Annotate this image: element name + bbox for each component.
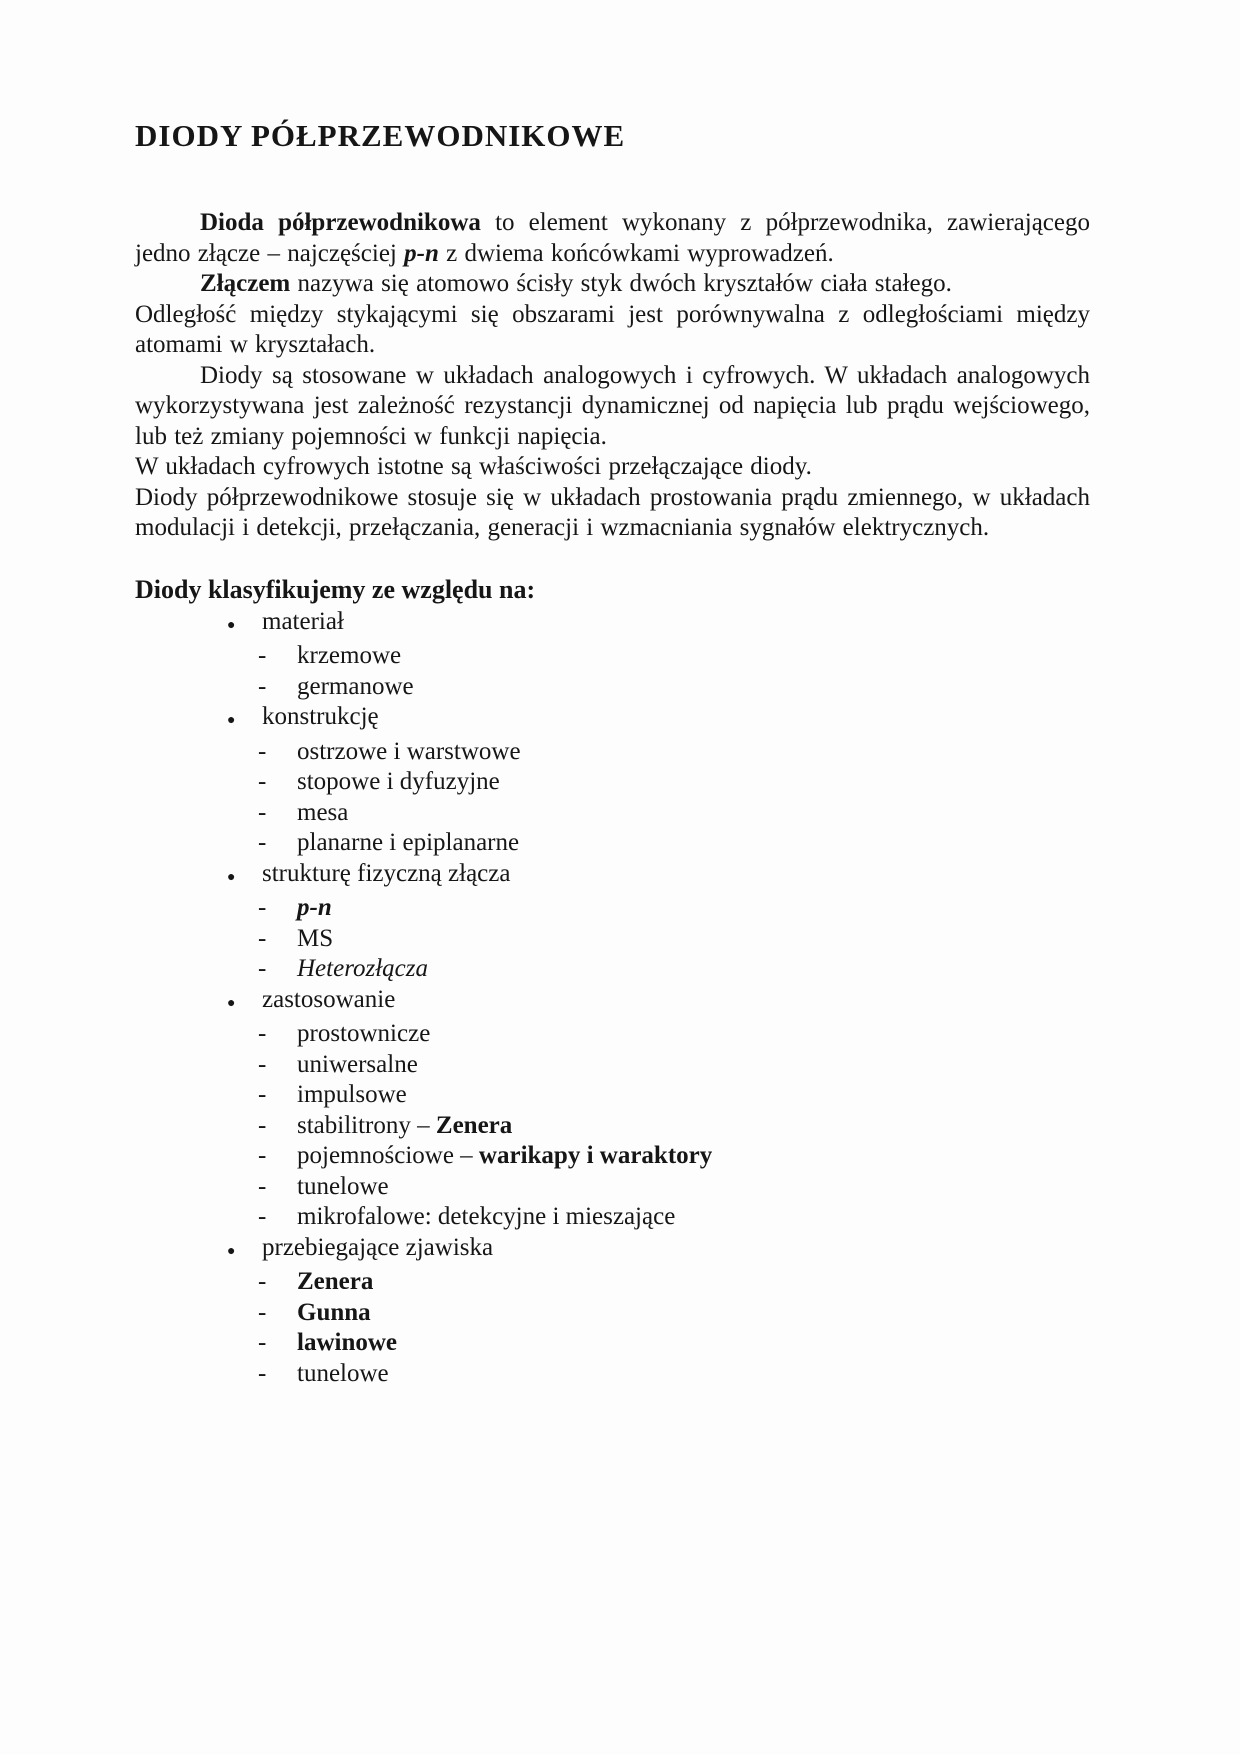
text-run: lawinowe xyxy=(297,1329,397,1356)
list-item-label xyxy=(297,1019,430,1050)
list-item-label xyxy=(262,859,510,890)
list-item xyxy=(135,1050,1090,1081)
list-item xyxy=(135,1298,1090,1329)
dash-marker: - xyxy=(258,672,267,700)
dash-marker: - xyxy=(258,1172,267,1200)
text-run: MS xyxy=(297,924,334,952)
text-run: stopowe i dyfuzyjne xyxy=(297,768,500,795)
dash-marker: - xyxy=(258,1020,267,1047)
text-run: Dioda półprzewodnikowa xyxy=(200,209,481,236)
list-item xyxy=(135,893,1090,924)
dash-marker: - xyxy=(258,737,267,765)
list-item-label xyxy=(297,1111,512,1142)
text-run: Odległość między stykającymi się obszarami jest porównywalna z odległościami między atomami w kryształach. xyxy=(135,300,1090,358)
bullet-icon: ● xyxy=(227,995,236,1011)
list-item-label xyxy=(297,954,428,985)
list-item xyxy=(135,1172,1090,1203)
list-item-label xyxy=(297,737,521,768)
list-group-row xyxy=(135,702,1090,737)
dash-marker: - xyxy=(258,894,267,921)
list-group-row xyxy=(135,607,1090,642)
dash-marker: - xyxy=(258,1081,267,1108)
text-run: strukturę fizyczną złącza xyxy=(262,859,511,887)
text-run: nazywa się atomowo ścisły styk dwóch kryształów ciała stałego. xyxy=(290,270,952,297)
text-run: pojemnościowe – xyxy=(297,1142,479,1169)
text-run: planarne i epiplanarne xyxy=(297,829,520,856)
text-run: prostownicze xyxy=(297,1020,431,1047)
text-run: tunelowe xyxy=(297,1172,389,1200)
list-item xyxy=(135,1267,1090,1298)
text-run: mesa xyxy=(297,798,349,826)
bullet-icon: ● xyxy=(227,713,236,728)
list-item-label xyxy=(262,607,344,638)
text-run: W układach cyfrowych istotne są właściwości przełączające diody. xyxy=(135,453,812,480)
list-item xyxy=(135,1359,1090,1390)
text-run: to element wykonany z półprzewodnika, zawierającego jedno złącze – najczęściej xyxy=(135,209,1090,267)
text-run: materiał xyxy=(262,607,344,635)
list-item xyxy=(135,672,1090,703)
text-run: Gunna xyxy=(297,1298,371,1326)
list-item-label xyxy=(297,1298,371,1329)
list-item xyxy=(135,1328,1090,1359)
text-run: Diody półprzewodnikowe stosuje się w układach prostowania prądu zmiennego, w układach modulacji i detekcji, przełączania, generacji i wzmacniania sygnałów elektrycznych. xyxy=(135,483,1090,541)
list-item xyxy=(135,1202,1090,1233)
dash-marker: - xyxy=(258,1111,267,1139)
list-item xyxy=(135,1080,1090,1111)
text-run: mikrofalowe: detekcyjne i mieszające xyxy=(297,1203,676,1230)
text-run: zastosowanie xyxy=(262,985,396,1013)
list-item xyxy=(135,828,1090,859)
page-title: DIODY PÓŁPRZEWODNIKOWE xyxy=(135,118,626,153)
dash-marker: - xyxy=(258,1142,267,1169)
dash-marker: - xyxy=(258,768,267,795)
list-item-label xyxy=(262,985,395,1016)
list-item xyxy=(135,767,1090,798)
list-item-label xyxy=(297,1141,712,1172)
classification-heading: Diody klasyfikujemy ze względu na: xyxy=(135,574,536,604)
bullet-icon: ● xyxy=(227,869,236,885)
list-item-label xyxy=(297,798,348,829)
paragraph xyxy=(135,269,1090,300)
dash-marker: - xyxy=(258,1359,267,1387)
list-item-label xyxy=(297,1359,389,1390)
paragraph xyxy=(135,208,1090,269)
text-run: Zenera xyxy=(297,1268,374,1295)
text-run: przebiegające zjawiska xyxy=(262,1233,494,1261)
list-item-label xyxy=(297,828,519,859)
text-run: z dwiema końcówkami wyprowadzeń. xyxy=(438,239,834,267)
dash-marker: - xyxy=(258,955,267,982)
text-run: impulsowe xyxy=(297,1081,407,1108)
text-run: warikapy i waraktory xyxy=(478,1142,713,1169)
dash-marker: - xyxy=(258,1050,267,1078)
list-item-label xyxy=(297,767,500,798)
text-run: germanowe xyxy=(297,672,414,700)
text-run: Heterozłącza xyxy=(297,955,428,982)
list-item xyxy=(135,1111,1090,1142)
classification-list xyxy=(135,607,1090,1390)
paragraph xyxy=(135,483,1090,544)
list-group-row xyxy=(135,1233,1090,1268)
list-item-label xyxy=(297,924,333,955)
list-item-label xyxy=(297,1080,407,1111)
dash-marker: - xyxy=(258,642,267,669)
list-item-label xyxy=(297,1172,389,1203)
dash-marker: - xyxy=(258,1329,267,1356)
text-run: tunelowe xyxy=(297,1359,389,1387)
text-run: Zenera xyxy=(435,1111,513,1139)
list-item-label xyxy=(297,1050,418,1081)
paragraph xyxy=(135,361,1090,453)
dash-marker: - xyxy=(258,924,267,952)
list-item-label xyxy=(297,641,401,672)
list-item-label xyxy=(262,1233,493,1264)
list-group-row xyxy=(135,859,1090,894)
paragraph xyxy=(135,452,1090,483)
list-item xyxy=(135,641,1090,672)
list-item xyxy=(135,954,1090,985)
text-run: ostrzowe i warstwowe xyxy=(297,737,521,765)
bullet-icon: ● xyxy=(227,1243,236,1259)
text-run: p-n xyxy=(404,239,439,267)
dash-marker: - xyxy=(258,829,267,856)
text-run: uniwersalne xyxy=(297,1050,418,1078)
list-item-label xyxy=(297,672,414,703)
bullet-icon: ● xyxy=(227,617,236,633)
paragraph xyxy=(135,300,1090,361)
list-item-label xyxy=(262,702,379,733)
text-run: Złączem xyxy=(200,270,291,297)
list-item-label xyxy=(297,1328,397,1359)
list-item-label xyxy=(297,1202,675,1233)
list-item xyxy=(135,924,1090,955)
text-run: krzemowe xyxy=(297,642,402,669)
text-run: p-n xyxy=(297,894,332,921)
list-item xyxy=(135,1141,1090,1172)
list-item-label xyxy=(297,893,332,924)
text-run: Diody są stosowane w układach analogowych i cyfrowych. W układach analogowych wykorzystywana jest zależność rezystancji dynamicznej od napięcia lub prądu wejściowego, lub też zmiany pojemności w funkcji napięcia. xyxy=(135,361,1090,450)
text-run: stabilitrony – xyxy=(297,1111,436,1139)
paragraphs xyxy=(135,208,1090,544)
dash-marker: - xyxy=(258,1203,267,1230)
list-group-row xyxy=(135,985,1090,1020)
dash-marker: - xyxy=(258,798,267,826)
list-item xyxy=(135,737,1090,768)
dash-marker: - xyxy=(258,1298,267,1326)
text-run: konstrukcję xyxy=(262,703,379,730)
list-item xyxy=(135,798,1090,829)
list-item-label xyxy=(297,1267,373,1298)
list-item xyxy=(135,1019,1090,1050)
dash-marker: - xyxy=(258,1268,267,1295)
document-content xyxy=(135,118,1090,1389)
